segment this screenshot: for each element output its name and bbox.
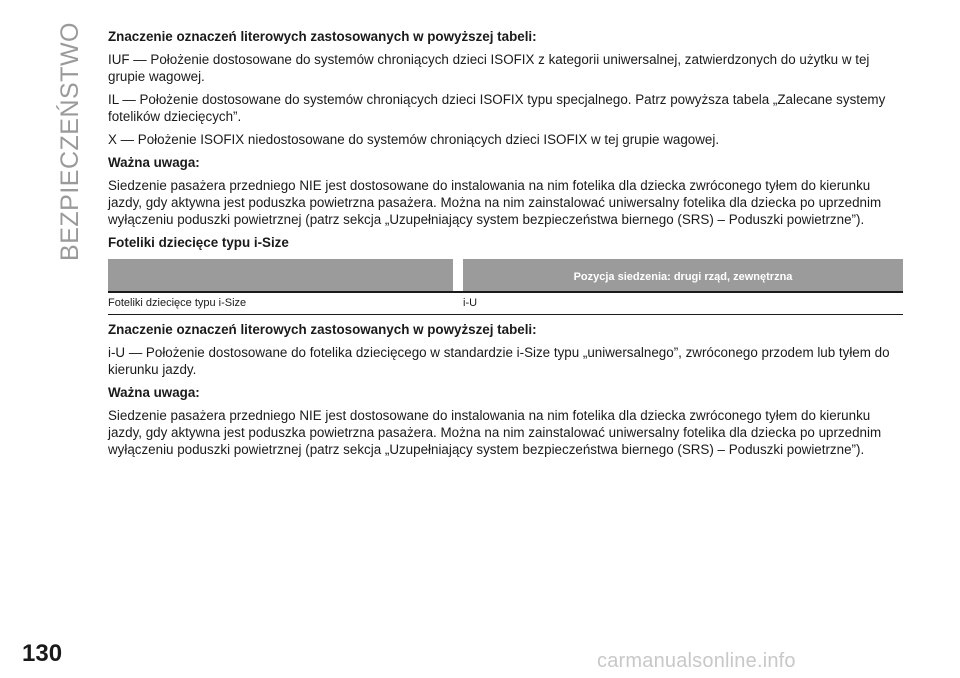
side-title-text: BEZPIECZEŃSTWO xyxy=(55,21,84,261)
important-note-heading: Ważna uwaga: xyxy=(108,155,200,170)
legend2-heading: Znaczenie oznaczeń literowych zastosowanych w powyższej tabeli: xyxy=(108,322,537,337)
legend-il: IL — Położenie dostosowane do systemów chroniących dzieci ISOFIX typu specjalnego. Patrz powyższa tabela „Zalecane systemy fotelików dziecięcych”. xyxy=(108,92,886,124)
legend-iuf: IUF — Położenie dostosowane do systemów chroniących dzieci ISOFIX z kategorii uniwersalnej, zatwierdzonych do użytku w tej grupie wagowej. xyxy=(108,52,870,84)
table-header-seat-position: Pozycja siedzenia: drugi rząd, zewnętrzna xyxy=(463,259,903,291)
table-row xyxy=(108,293,903,315)
important-note2-heading: Ważna uwaga: xyxy=(108,385,200,400)
page-number: 130 xyxy=(22,640,63,667)
table-row-label: Foteliki dziecięce typu i-Size xyxy=(108,293,453,315)
watermark-text: carmanualsonline.info xyxy=(597,650,796,672)
legend-iu: i-U — Położenie dostosowane do fotelika dziecięcego w standardzie i-Size typu „uniwersalnego”, zwróconego przodem lub tyłem do kierunku jazdy. xyxy=(108,345,890,377)
section-side-title xyxy=(52,21,88,261)
isize-heading: Foteliki dziecięce typu i-Size xyxy=(108,235,289,250)
table-header-row xyxy=(108,259,903,291)
important-note2-text: Siedzenie pasażera przedniego NIE jest dostosowane do instalowania na nim fotelika dla dziecka zwróconego tyłem do kierunku jazdy, gdy aktywna jest poduszka powietrzna pasażera. Można na nim zainstalować uniwersalny fotelika dla dziecka po uprzednim wyłączeniu poduszki powietrznej (patrz sekcja „Uzupełniający system bezpieczeństwa biernego (SRS) – Poduszki powietrzne”). xyxy=(108,408,882,457)
page-content xyxy=(108,28,903,464)
legend-heading: Znaczenie oznaczeń literowych zastosowanych w powyższej tabeli: xyxy=(108,29,537,44)
legend-x: X — Położenie ISOFIX niedostosowane do systemów chroniących dzieci ISOFIX w tej grupie wagowej. xyxy=(108,132,720,147)
table-row-value: i-U xyxy=(463,293,903,315)
table-header-blank xyxy=(108,259,453,291)
isize-table xyxy=(108,259,903,315)
important-note-text: Siedzenie pasażera przedniego NIE jest dostosowane do instalowania na nim fotelika dla dziecka zwróconego tyłem do kierunku jazdy, gdy aktywna jest poduszka powietrzna pasażera. Można na nim zainstalować uniwersalny fotelika dla dziecka po uprzednim wyłączeniu poduszki powietrznej (patrz sekcja „Uzupełniający system bezpieczeństwa biernego (SRS) – Poduszki powietrzne”). xyxy=(108,178,882,227)
